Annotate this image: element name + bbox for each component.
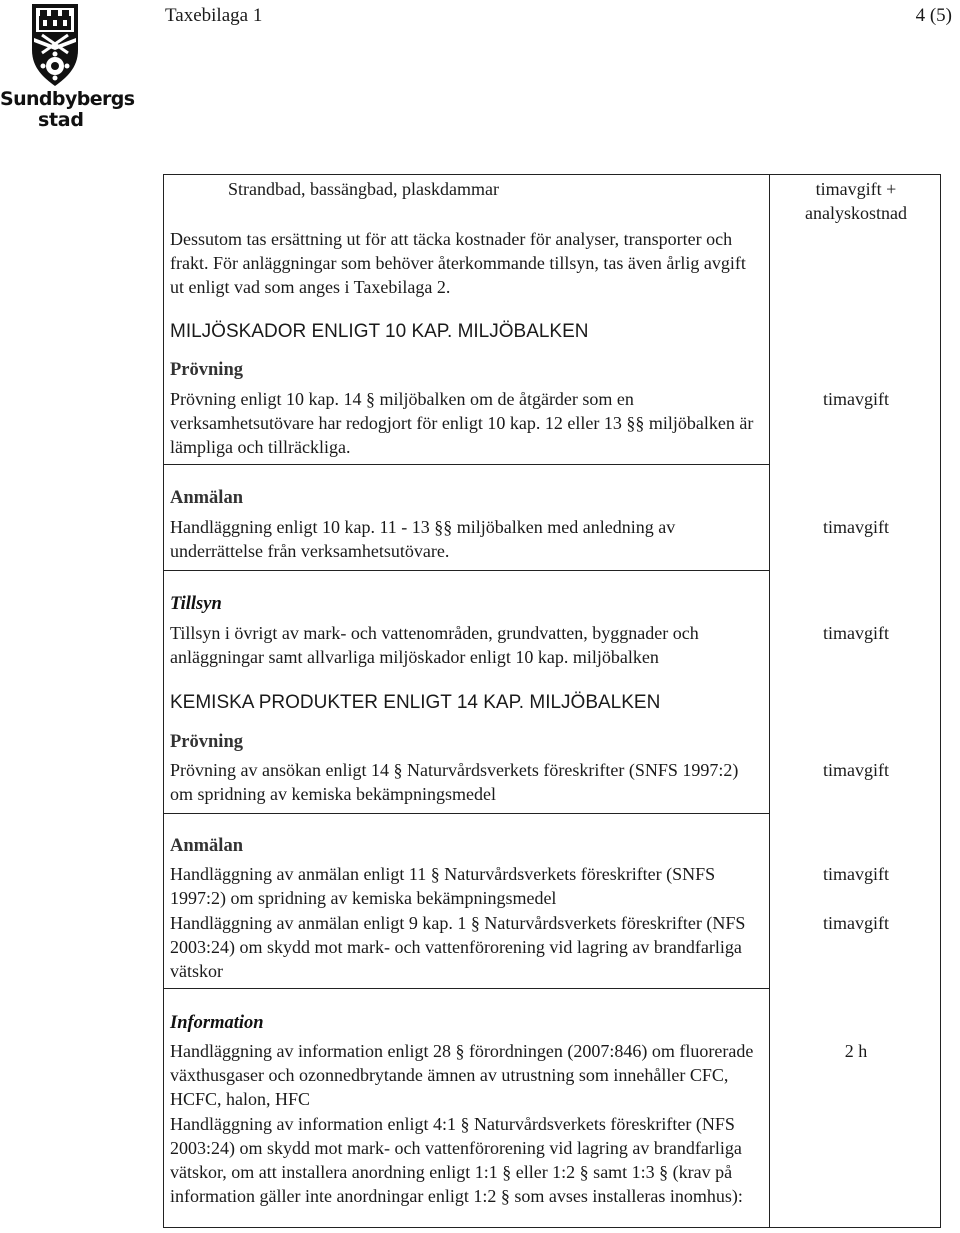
anmalan-fee: timavgift bbox=[823, 517, 889, 537]
provning-kemiska-fee: timavgift bbox=[823, 760, 889, 780]
section-heading-kemiska: KEMISKA PRODUKTER ENLIGT 14 KAP. MILJÖBALKEN bbox=[170, 692, 661, 713]
information-fee1: 2 h bbox=[844, 1041, 868, 1061]
tillsyn-fee: timavgift bbox=[823, 623, 889, 643]
anmalan-kemiska-text2: Handläggning av anmälan enligt 9 kap. 1 § Naturvårdsverkets föreskrifter (NFS 2003:24) om skydd mot mark- och vattenförorening vid lagring av brandfarliga vätskor bbox=[170, 913, 746, 981]
subheading-tillsyn: Tillsyn bbox=[170, 594, 222, 614]
row-divider bbox=[164, 570, 769, 571]
row-divider bbox=[164, 988, 769, 989]
anmalan-text: Handläggning enligt 10 kap. 11 - 13 §§ miljöbalken med anledning av underrättelse från verksamhetsutövare. bbox=[170, 517, 676, 561]
row-divider bbox=[164, 813, 769, 814]
strandbad-label: Strandbad, bassängbad, plaskdammar bbox=[228, 179, 499, 199]
document-title: Taxebilaga 1 bbox=[165, 5, 263, 26]
subheading-provning: Prövning bbox=[170, 360, 243, 380]
coat-of-arms-icon bbox=[28, 2, 82, 88]
strandbad-fee: timavgift + analyskostnad bbox=[805, 179, 907, 223]
subheading-anmalan-kemiska: Anmälan bbox=[170, 836, 243, 856]
row-divider bbox=[164, 464, 769, 465]
section-heading-miljoskador: MILJÖSKADOR ENLIGT 10 KAP. MILJÖBALKEN bbox=[170, 321, 589, 342]
subheading-anmalan: Anmälan bbox=[170, 488, 243, 508]
information-text1: Handläggning av information enligt 28 § förordningen (2007:846) om fluorerade växthusgaser och ozonnedbrytande ämnen av utrustning som innehåller CFC, HCFC, halon, HFC bbox=[170, 1041, 754, 1109]
provning-text: Prövning enligt 10 kap. 14 § miljöbalken om de åtgärder som en verksamhetsutövare har redogjort för enligt 10 kap. 12 eller 13 §§ miljöbalken är lämpliga och tillräckliga. bbox=[170, 389, 754, 457]
page-number: 4 (5) bbox=[915, 5, 952, 26]
column-divider bbox=[769, 175, 770, 1227]
dessutom-text: Dessutom tas ersättning ut för att täcka kostnader för analyser, transporter och frakt. För anläggningar som behöver återkommande tillsyn, tas även årlig avgift ut enligt vad som anges i Taxebilaga 2. bbox=[170, 229, 746, 297]
anmalan-kemiska-text1: Handläggning av anmälan enligt 11 § Naturvårdsverkets föreskrifter (SNFS 1997:2) om spridning av kemiska bekämpningsmedel bbox=[170, 864, 716, 908]
provning-fee: timavgift bbox=[823, 389, 889, 409]
fee-table bbox=[163, 174, 941, 1228]
logo-text-line1: Sundbybergs bbox=[0, 88, 135, 110]
information-text2: Handläggning av information enligt 4:1 § Naturvårdsverkets föreskrifter (NFS 2003:24) om skydd mot mark- och vattenförorening vid lagring av brandfarliga vätskor, om att installera anordning enligt 1:1 § eller 1:2 § samt 1:3 § (krav på information gäller inte anordningar enligt 1:2 § som avses installeras inomhus): bbox=[170, 1114, 743, 1206]
tillsyn-text: Tillsyn i övrigt av mark- och vattenområden, grundvatten, byggnader och anläggningar samt allvarliga miljöskador enligt 10 kap. miljöbalken bbox=[170, 623, 699, 667]
provning-kemiska-text: Prövning av ansökan enligt 14 § Naturvårdsverkets föreskrifter (SNFS 1997:2) om spridning av kemiska bekämpningsmedel bbox=[170, 760, 739, 804]
logo-text-line2: stad bbox=[38, 109, 84, 131]
anmalan-kemiska-fee1: timavgift bbox=[823, 864, 889, 884]
anmalan-kemiska-fee2: timavgift bbox=[823, 913, 889, 933]
subheading-provning-kemiska: Prövning bbox=[170, 732, 243, 752]
subheading-information: Information bbox=[170, 1013, 264, 1033]
municipality-logo bbox=[0, 0, 135, 135]
